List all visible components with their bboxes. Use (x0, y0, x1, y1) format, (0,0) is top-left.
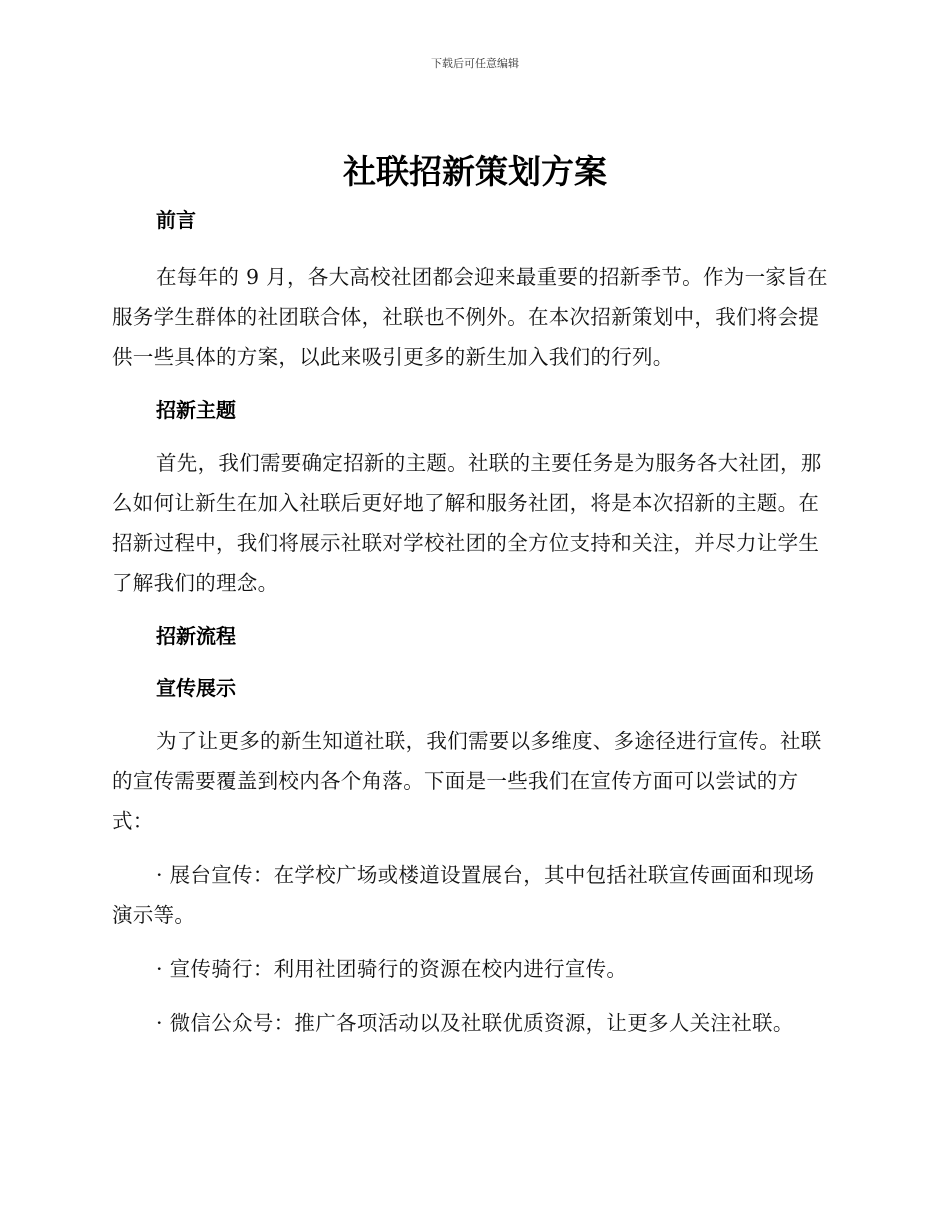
list-item: · 微信公众号：推广各项活动以及社联优质资源，让更多人关注社联。 (156, 1011, 794, 1035)
page-title: 社联招新策划方案 (343, 152, 607, 191)
list-item: · 展台宣传：在学校广场或楼道设置展台，其中包括社联宣传画面和现场演示等。 (112, 863, 815, 927)
header-note: 下载后可任意编辑 (431, 57, 519, 70)
document-body (112, 201, 832, 1043)
paragraph-preface: 在每年的 9 月，各大高校社团都会迎来最重要的招新季节。作为一家旨在服务学生群体的社团联合体，社联也不例外。在本次招新策划中，我们将会提供一些具体的方案，以此来吸引更多的新生加入我们的行列。 (112, 265, 828, 369)
paragraph-promo: 为了让更多的新生知道社联，我们需要以多维度、多途径进行宣传。社联的宣传需要覆盖到校内各个角落。下面是一些我们在宣传方面可以尝试的方式： (112, 729, 822, 833)
list-item: · 宣传骑行：利用社团骑行的资源在校内进行宣传。 (156, 957, 628, 981)
paragraph-theme: 首先，我们需要确定招新的主题。社联的主要任务是为服务各大社团，那么如何让新生在加入社联后更好地了解和服务社团，将是本次招新的主题。在招新过程中，我们将展示社联对学校社团的全方位支持和关注，并尽力让学生了解我们的理念。 (112, 451, 822, 595)
section-heading-process: 招新流程 (156, 624, 236, 648)
section-heading-preface: 前言 (156, 208, 196, 232)
section-heading-promo: 宣传展示 (156, 676, 236, 700)
section-heading-theme: 招新主题 (156, 398, 236, 422)
